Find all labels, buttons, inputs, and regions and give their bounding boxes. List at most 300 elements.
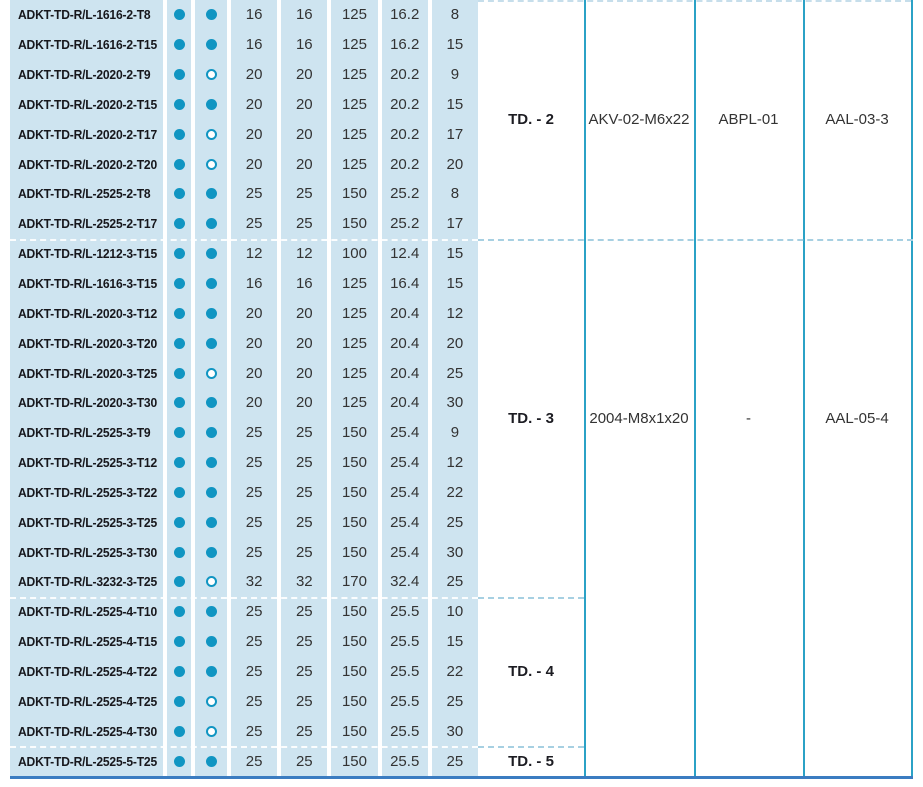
value-cell: 10: [432, 597, 478, 627]
dot-filled-icon: [174, 427, 185, 438]
table-row: [10, 448, 478, 478]
dot-filled-icon: [206, 517, 217, 528]
table-row: [10, 418, 478, 448]
value-cell: 150: [331, 627, 377, 657]
table-row: [10, 0, 478, 30]
accessory-value: 2004-M8x1x20: [589, 409, 689, 427]
table-row: [10, 179, 478, 209]
holder-name: ADKT-TD-R/L-1616-2-T15: [18, 37, 158, 53]
dot-open-icon: [206, 576, 217, 587]
value-cell: 150: [331, 716, 377, 746]
value-cell: 20: [231, 358, 277, 388]
dot-filled-icon: [174, 457, 185, 468]
dot-filled-icon: [206, 606, 217, 617]
value-cell: 25: [281, 537, 327, 567]
value-cell: 25.5: [382, 627, 428, 657]
primary-dot-cell: [167, 746, 191, 776]
holder-name: ADKT-TD-R/L-2020-3-T20: [18, 335, 158, 351]
dot-filled-icon: [174, 487, 185, 498]
value-cell: 25: [281, 418, 327, 448]
value-cell: 170: [331, 567, 377, 597]
value-cell: 25: [281, 716, 327, 746]
value-cell: 150: [331, 537, 377, 567]
value-cell: 25: [432, 358, 478, 388]
value-cell: 25: [281, 179, 327, 209]
holder-name: ADKT-TD-R/L-2020-2-T20: [18, 156, 158, 172]
value-cell: 25: [281, 448, 327, 478]
value-cell: 25.4: [382, 478, 428, 508]
dot-filled-icon: [174, 606, 185, 617]
holder-name: ADKT-TD-R/L-2525-4-T15: [18, 634, 158, 650]
table-row: [10, 269, 478, 299]
secondary-dot-cell: [195, 507, 227, 537]
value-cell: 25: [432, 567, 478, 597]
value-cell: 20: [281, 60, 327, 90]
dot-filled-icon: [174, 696, 185, 707]
value-cell: 8: [432, 179, 478, 209]
primary-dot-cell: [167, 448, 191, 478]
value-cell: 25.5: [382, 746, 428, 776]
primary-dot-cell: [167, 627, 191, 657]
dot-filled-icon: [206, 756, 217, 767]
primary-dot-cell: [167, 657, 191, 687]
table-row: [10, 239, 478, 269]
primary-dot-cell: [167, 537, 191, 567]
value-cell: 16: [281, 0, 327, 30]
value-cell: 25: [281, 478, 327, 508]
value-cell: 125: [331, 298, 377, 328]
holder-name: ADKT-TD-R/L-3232-3-T25: [18, 574, 158, 590]
value-cell: 25: [281, 209, 327, 239]
value-cell: 15: [432, 30, 478, 60]
dot-filled-icon: [174, 517, 185, 528]
dot-filled-icon: [174, 666, 185, 677]
secondary-dot-cell: [195, 448, 227, 478]
value-cell: 32: [231, 567, 277, 597]
value-cell: 25.5: [382, 657, 428, 687]
value-cell: 15: [432, 90, 478, 120]
column-divider: [803, 0, 805, 777]
group-separator: [478, 239, 913, 241]
primary-dot-cell: [167, 60, 191, 90]
table-row: [10, 537, 478, 567]
dot-filled-icon: [174, 368, 185, 379]
secondary-dot-cell: [195, 746, 227, 776]
dot-filled-icon: [206, 188, 217, 199]
dot-filled-icon: [206, 636, 217, 647]
table-row: [10, 507, 478, 537]
holder-name: ADKT-TD-R/L-2525-3-T25: [18, 514, 158, 530]
group-separator: [478, 597, 584, 599]
value-cell: 30: [432, 716, 478, 746]
value-cell: 25.5: [382, 686, 428, 716]
column-divider: [584, 0, 586, 777]
table-row: [10, 716, 478, 746]
value-cell: 16: [231, 269, 277, 299]
dot-filled-icon: [174, 129, 185, 140]
value-cell: 20.4: [382, 328, 428, 358]
value-cell: 16.2: [382, 0, 428, 30]
accessory-value: AAL-05-4: [825, 409, 889, 427]
holder-name: ADKT-TD-R/L-2525-3-T22: [18, 484, 158, 500]
value-cell: 150: [331, 507, 377, 537]
value-cell: 25: [281, 746, 327, 776]
value-cell: 16.4: [382, 269, 428, 299]
table-row: [10, 746, 478, 776]
accessory-value: ABPL-01: [718, 111, 779, 128]
td-group-label: TD. - 4: [508, 663, 554, 680]
value-cell: 20.4: [382, 298, 428, 328]
value-cell: 12: [231, 239, 277, 269]
group-separator: [478, 0, 911, 2]
secondary-dot-cell: [195, 597, 227, 627]
secondary-dot-cell: [195, 686, 227, 716]
value-cell: 20: [281, 119, 327, 149]
value-cell: 20: [231, 60, 277, 90]
value-cell: 25: [231, 507, 277, 537]
primary-dot-cell: [167, 507, 191, 537]
value-cell: 20: [231, 328, 277, 358]
value-cell: 20.2: [382, 90, 428, 120]
holder-name: ADKT-TD-R/L-2020-2-T9: [18, 67, 151, 83]
table-row: [10, 478, 478, 508]
value-cell: 30: [432, 537, 478, 567]
secondary-dot-cell: [195, 657, 227, 687]
primary-dot-cell: [167, 478, 191, 508]
dot-open-icon: [206, 159, 217, 170]
value-cell: 25: [281, 627, 327, 657]
table-row: [10, 388, 478, 418]
dot-filled-icon: [206, 39, 217, 50]
holder-name: ADKT-TD-R/L-2525-4-T10: [18, 604, 158, 620]
value-cell: 125: [331, 388, 377, 418]
value-cell: 125: [331, 269, 377, 299]
table-row: [10, 597, 478, 627]
value-cell: 20.2: [382, 60, 428, 90]
value-cell: 150: [331, 478, 377, 508]
dot-open-icon: [206, 129, 217, 140]
secondary-dot-cell: [195, 627, 227, 657]
value-cell: 100: [331, 239, 377, 269]
value-cell: 125: [331, 90, 377, 120]
table-row: [10, 90, 478, 120]
group-separator: [10, 597, 478, 599]
value-cell: 150: [331, 686, 377, 716]
primary-dot-cell: [167, 388, 191, 418]
value-cell: 25: [231, 597, 277, 627]
dot-filled-icon: [206, 308, 217, 319]
dot-filled-icon: [174, 218, 185, 229]
value-cell: 25: [231, 209, 277, 239]
value-cell: 25.5: [382, 716, 428, 746]
table-row: [10, 119, 478, 149]
table-bottom-border: [10, 776, 913, 779]
dot-open-icon: [206, 368, 217, 379]
table-row: [10, 567, 478, 597]
value-cell: 20: [432, 149, 478, 179]
dot-filled-icon: [174, 69, 185, 80]
value-cell: 125: [331, 119, 377, 149]
value-cell: 15: [432, 269, 478, 299]
primary-dot-cell: [167, 90, 191, 120]
value-cell: 25: [281, 507, 327, 537]
primary-dot-cell: [167, 0, 191, 30]
primary-dot-cell: [167, 567, 191, 597]
value-cell: 16: [281, 269, 327, 299]
table-row: [10, 209, 478, 239]
holder-name: ADKT-TD-R/L-2020-3-T30: [18, 395, 158, 411]
value-cell: 25: [432, 746, 478, 776]
primary-dot-cell: [167, 209, 191, 239]
column-divider: [694, 0, 696, 777]
value-cell: 25.4: [382, 418, 428, 448]
value-cell: 16: [231, 30, 277, 60]
value-cell: 30: [432, 388, 478, 418]
value-cell: 15: [432, 627, 478, 657]
value-cell: 20.4: [382, 358, 428, 388]
dot-filled-icon: [174, 159, 185, 170]
dot-open-icon: [206, 69, 217, 80]
group-separator: [10, 239, 478, 241]
primary-dot-cell: [167, 418, 191, 448]
value-cell: 125: [331, 0, 377, 30]
primary-dot-cell: [167, 716, 191, 746]
value-cell: 25: [231, 537, 277, 567]
value-cell: 25: [231, 627, 277, 657]
value-cell: 25: [281, 657, 327, 687]
holder-name: ADKT-TD-R/L-1616-2-T8: [18, 7, 151, 23]
value-cell: 9: [432, 60, 478, 90]
dot-filled-icon: [174, 547, 185, 558]
holder-name: ADKT-TD-R/L-2525-2-T8: [18, 186, 151, 202]
dot-filled-icon: [206, 338, 217, 349]
value-cell: 20: [432, 328, 478, 358]
secondary-dot-cell: [195, 119, 227, 149]
secondary-dot-cell: [195, 388, 227, 418]
table-row: [10, 298, 478, 328]
value-cell: 125: [331, 328, 377, 358]
holder-name: ADKT-TD-R/L-2525-3-T30: [18, 544, 158, 560]
holder-name: ADKT-TD-R/L-2020-2-T17: [18, 126, 158, 142]
value-cell: 32: [281, 567, 327, 597]
dot-filled-icon: [206, 248, 217, 259]
value-cell: 12: [281, 239, 327, 269]
table-row: [10, 657, 478, 687]
value-cell: 150: [331, 418, 377, 448]
group-separator: [10, 746, 478, 748]
dot-filled-icon: [206, 547, 217, 558]
table-row: [10, 328, 478, 358]
value-cell: 150: [331, 179, 377, 209]
secondary-dot-cell: [195, 537, 227, 567]
primary-dot-cell: [167, 30, 191, 60]
dot-filled-icon: [174, 726, 185, 737]
secondary-dot-cell: [195, 209, 227, 239]
primary-dot-cell: [167, 149, 191, 179]
dot-filled-icon: [174, 188, 185, 199]
value-cell: 125: [331, 60, 377, 90]
secondary-dot-cell: [195, 0, 227, 30]
value-cell: 16: [281, 30, 327, 60]
value-cell: 150: [331, 597, 377, 627]
holder-name: ADKT-TD-R/L-2525-5-T25: [18, 753, 158, 769]
value-cell: 25.5: [382, 597, 428, 627]
value-cell: 20: [281, 298, 327, 328]
accessory-value: -: [746, 409, 751, 427]
value-cell: 125: [331, 30, 377, 60]
holder-name: ADKT-TD-R/L-1616-3-T15: [18, 276, 158, 292]
primary-dot-cell: [167, 686, 191, 716]
secondary-dot-cell: [195, 716, 227, 746]
holder-name: ADKT-TD-R/L-2525-4-T30: [18, 723, 158, 739]
value-cell: 25: [281, 597, 327, 627]
value-cell: 22: [432, 657, 478, 687]
holder-name: ADKT-TD-R/L-1212-3-T15: [18, 246, 158, 262]
dot-filled-icon: [174, 99, 185, 110]
holder-name: ADKT-TD-R/L-2020-2-T15: [18, 96, 158, 112]
holder-name: ADKT-TD-R/L-2020-3-T12: [18, 305, 158, 321]
value-cell: 25.4: [382, 448, 428, 478]
value-cell: 8: [432, 0, 478, 30]
table-row: [10, 30, 478, 60]
secondary-dot-cell: [195, 358, 227, 388]
table-row: [10, 149, 478, 179]
value-cell: 17: [432, 209, 478, 239]
dot-filled-icon: [174, 636, 185, 647]
accessory-value: AKV-02-M6x22: [588, 111, 690, 128]
value-cell: 25.2: [382, 209, 428, 239]
value-cell: 20: [281, 358, 327, 388]
primary-dot-cell: [167, 298, 191, 328]
dot-filled-icon: [206, 666, 217, 677]
value-cell: 125: [331, 358, 377, 388]
table-row: [10, 358, 478, 388]
value-cell: 150: [331, 746, 377, 776]
holder-name: ADKT-TD-R/L-2020-3-T25: [18, 365, 158, 381]
primary-dot-cell: [167, 179, 191, 209]
accessory-column-3: [805, 0, 909, 776]
primary-dot-cell: [167, 119, 191, 149]
value-cell: 16: [231, 0, 277, 30]
dot-filled-icon: [174, 308, 185, 319]
table-row: [10, 627, 478, 657]
value-cell: 20.4: [382, 388, 428, 418]
holder-name: ADKT-TD-R/L-2525-3-T12: [18, 455, 158, 471]
value-cell: 25.4: [382, 537, 428, 567]
value-cell: 25: [231, 448, 277, 478]
secondary-dot-cell: [195, 418, 227, 448]
dot-filled-icon: [174, 39, 185, 50]
td-group-label: TD. - 5: [508, 752, 554, 770]
secondary-dot-cell: [195, 60, 227, 90]
value-cell: 15: [432, 239, 478, 269]
table-right-border: [911, 0, 913, 777]
secondary-dot-cell: [195, 179, 227, 209]
dot-filled-icon: [206, 218, 217, 229]
accessory-value: AAL-03-3: [825, 111, 889, 128]
holder-name: ADKT-TD-R/L-2525-4-T22: [18, 663, 158, 679]
dot-filled-icon: [174, 9, 185, 20]
value-cell: 25: [432, 507, 478, 537]
table-row: [10, 60, 478, 90]
dot-filled-icon: [174, 338, 185, 349]
value-cell: 32.4: [382, 567, 428, 597]
value-cell: 25: [231, 686, 277, 716]
dot-open-icon: [206, 726, 217, 737]
accessory-column-2: [696, 0, 801, 776]
value-cell: 20: [281, 149, 327, 179]
dot-filled-icon: [206, 457, 217, 468]
value-cell: 125: [331, 149, 377, 179]
value-cell: 12: [432, 298, 478, 328]
value-cell: 150: [331, 448, 377, 478]
dot-filled-icon: [174, 278, 185, 289]
value-cell: 17: [432, 119, 478, 149]
secondary-dot-cell: [195, 269, 227, 299]
value-cell: 20.2: [382, 119, 428, 149]
primary-dot-cell: [167, 269, 191, 299]
dot-filled-icon: [206, 427, 217, 438]
dot-filled-icon: [174, 248, 185, 259]
value-cell: 150: [331, 209, 377, 239]
value-cell: 25: [231, 418, 277, 448]
accessory-column-1: [586, 0, 692, 776]
secondary-dot-cell: [195, 30, 227, 60]
value-cell: 12: [432, 448, 478, 478]
secondary-dot-cell: [195, 239, 227, 269]
dot-filled-icon: [174, 576, 185, 587]
holder-name: ADKT-TD-R/L-2525-2-T17: [18, 216, 158, 232]
dot-filled-icon: [206, 99, 217, 110]
value-cell: 22: [432, 478, 478, 508]
value-cell: 25: [231, 746, 277, 776]
value-cell: 9: [432, 418, 478, 448]
value-cell: 20: [231, 90, 277, 120]
dot-open-icon: [206, 696, 217, 707]
holder-name: ADKT-TD-R/L-2525-3-T9: [18, 425, 151, 441]
value-cell: 150: [331, 657, 377, 687]
secondary-dot-cell: [195, 90, 227, 120]
value-cell: 20: [231, 149, 277, 179]
primary-dot-cell: [167, 358, 191, 388]
value-cell: 16.2: [382, 30, 428, 60]
secondary-dot-cell: [195, 298, 227, 328]
secondary-dot-cell: [195, 478, 227, 508]
secondary-dot-cell: [195, 567, 227, 597]
value-cell: 25: [231, 478, 277, 508]
primary-dot-cell: [167, 597, 191, 627]
value-cell: 25: [231, 716, 277, 746]
value-cell: 25: [432, 686, 478, 716]
dot-filled-icon: [206, 397, 217, 408]
value-cell: 25.4: [382, 507, 428, 537]
primary-dot-cell: [167, 239, 191, 269]
secondary-dot-cell: [195, 328, 227, 358]
value-cell: 25.2: [382, 179, 428, 209]
primary-dot-cell: [167, 328, 191, 358]
value-cell: 20: [281, 90, 327, 120]
value-cell: 25: [231, 657, 277, 687]
value-cell: 20: [231, 298, 277, 328]
value-cell: 12.4: [382, 239, 428, 269]
value-cell: 20: [231, 388, 277, 418]
td-group-label: TD. - 3: [508, 409, 554, 427]
secondary-dot-cell: [195, 149, 227, 179]
value-cell: 25: [281, 686, 327, 716]
value-cell: 20: [231, 119, 277, 149]
dot-filled-icon: [206, 278, 217, 289]
value-cell: 20: [281, 328, 327, 358]
